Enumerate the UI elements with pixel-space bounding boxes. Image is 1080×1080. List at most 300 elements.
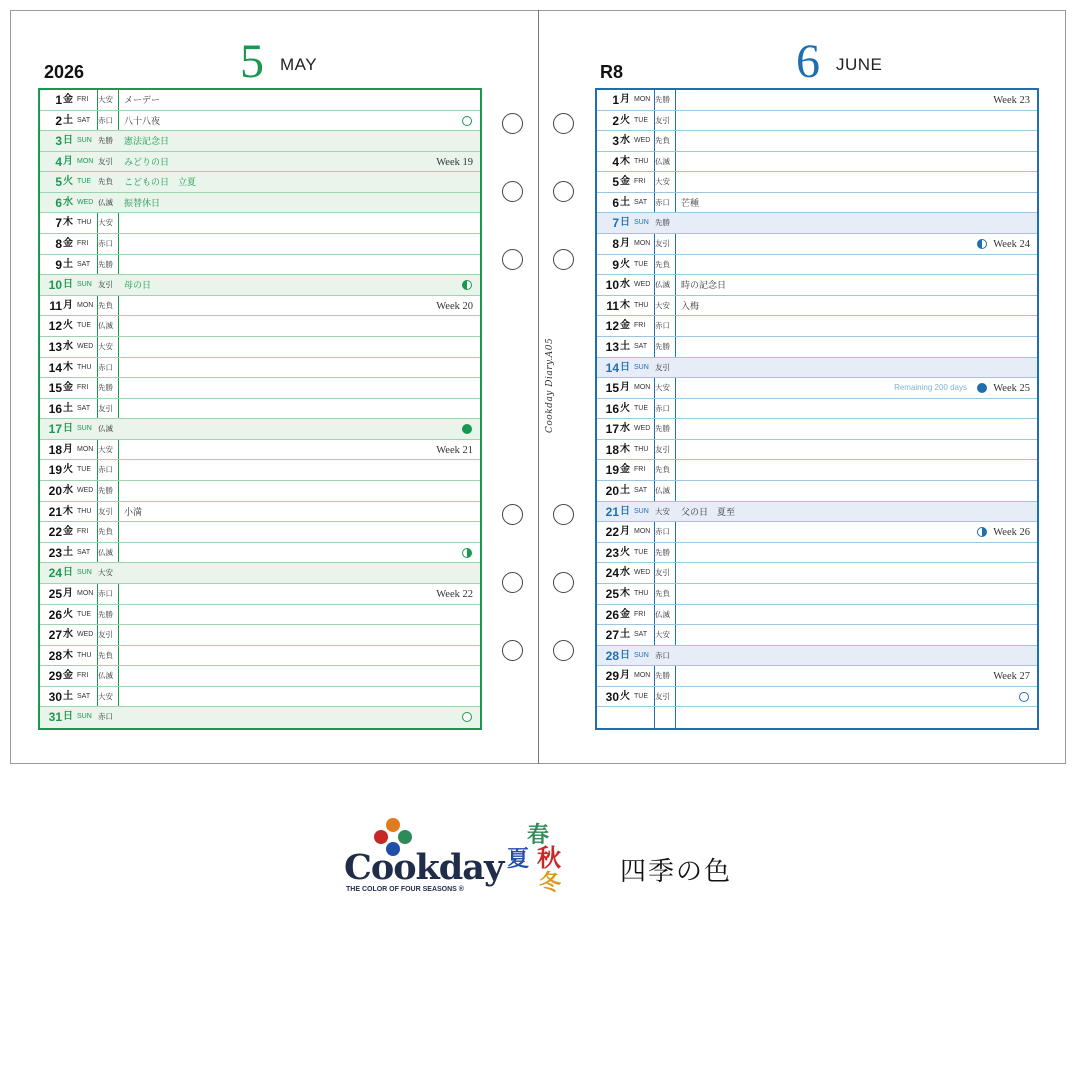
weekday-kanji: 木	[63, 217, 73, 229]
weekday-kanji: 火	[620, 258, 630, 270]
binder-hole	[553, 640, 574, 661]
week-number: Week 21	[436, 444, 473, 456]
day-number: 15	[48, 381, 62, 396]
day-number: 17	[48, 422, 62, 437]
rokuyo-label: 大安	[98, 95, 113, 104]
weekday-english: THU	[634, 445, 649, 453]
day-number: 16	[48, 401, 62, 416]
day-row[interactable]	[597, 584, 1037, 605]
day-row[interactable]	[40, 275, 480, 296]
day-number: 22	[605, 525, 619, 540]
weekday-english: SAT	[77, 404, 91, 412]
day-number: 21	[605, 504, 619, 519]
last-quarter-moon-icon	[462, 280, 472, 290]
weekday-kanji: 水	[620, 567, 630, 579]
month-name-may: MAY	[280, 55, 318, 74]
weekday-english: MON	[77, 157, 94, 165]
day-row[interactable]	[597, 234, 1037, 255]
rokuyo-label: 先負	[98, 300, 113, 310]
rokuyo-label: 友引	[655, 239, 670, 249]
day-row[interactable]	[597, 378, 1037, 399]
week-number: Week 19	[436, 156, 473, 168]
weekday-english: THU	[634, 589, 649, 597]
weekday-english: WED	[77, 198, 94, 206]
day-row[interactable]	[40, 193, 480, 214]
rokuyo-label: 先勝	[655, 95, 670, 104]
new-moon-icon	[977, 383, 987, 393]
rokuyo-label: 赤口	[98, 115, 113, 125]
day-row[interactable]	[597, 687, 1037, 708]
kanji-autumn: 秋	[537, 843, 561, 872]
rokuyo-label: 赤口	[98, 465, 113, 475]
year-label: 2026	[44, 62, 85, 82]
day-number: 5	[55, 175, 62, 190]
rokuyo-label: 仏滅	[655, 156, 670, 166]
weekday-english: MON	[634, 672, 651, 680]
day-row[interactable]	[597, 193, 1037, 214]
day-number: 18	[48, 442, 62, 457]
day-number: 14	[48, 360, 62, 375]
week-number: Week 20	[436, 300, 473, 312]
day-row[interactable]	[40, 563, 480, 584]
holiday-note: 時の記念日	[681, 280, 727, 291]
reiwa-year-label: R8	[600, 62, 624, 82]
weekday-english: TUE	[634, 116, 648, 124]
day-row[interactable]	[40, 481, 480, 502]
rokuyo-label: 先負	[655, 465, 670, 475]
day-number: 26	[48, 607, 62, 622]
weekday-kanji: 土	[620, 340, 630, 352]
weekday-english: TUE	[634, 548, 648, 556]
weekday-kanji: 水	[620, 279, 630, 291]
weekday-kanji: 木	[620, 443, 630, 455]
day-row[interactable]	[40, 584, 480, 605]
day-row[interactable]	[597, 481, 1037, 502]
weekday-kanji: 金	[620, 608, 630, 620]
weekday-english: SAT	[77, 692, 91, 700]
weekday-kanji: 火	[63, 320, 73, 332]
rokuyo-label: 仏滅	[655, 609, 670, 619]
day-number: 20	[605, 484, 619, 499]
rokuyo-label: 仏滅	[655, 486, 670, 496]
day-row[interactable]	[40, 399, 480, 420]
weekday-kanji: 火	[63, 464, 73, 476]
weekday-kanji: 日	[63, 423, 73, 435]
rokuyo-label: 友引	[655, 362, 670, 372]
day-row[interactable]	[40, 440, 480, 461]
weekday-english: SUN	[634, 363, 649, 371]
day-number: 18	[605, 442, 619, 457]
day-row[interactable]	[597, 646, 1037, 667]
day-row[interactable]	[40, 358, 480, 379]
rokuyo-label: 先勝	[98, 136, 113, 146]
weekday-english: SUN	[77, 281, 92, 289]
day-number: 14	[605, 360, 619, 375]
binder-hole	[553, 572, 574, 593]
weekday-kanji: 金	[63, 382, 73, 394]
weekday-kanji: 火	[620, 402, 630, 414]
weekday-kanji: 木	[620, 155, 630, 167]
new-moon-icon	[462, 424, 472, 434]
rokuyo-label: 大安	[98, 341, 113, 351]
rokuyo-label: 先負	[655, 136, 670, 146]
binder-hole	[553, 249, 574, 270]
rokuyo-label: 赤口	[655, 321, 670, 331]
holiday-note: 母の日	[124, 280, 152, 291]
weekday-kanji: 土	[63, 690, 73, 702]
day-row[interactable]	[40, 522, 480, 543]
weekday-kanji: 月	[63, 155, 73, 167]
day-number: 21	[48, 504, 62, 519]
day-number: 29	[605, 669, 619, 684]
rokuyo-label: 友引	[655, 568, 670, 578]
day-row[interactable]	[597, 707, 1037, 728]
kanji-winter: 冬	[539, 870, 562, 896]
day-number: 17	[605, 422, 619, 437]
rokuyo-label: 先勝	[655, 341, 670, 351]
weekday-english: SUN	[77, 137, 92, 145]
day-row[interactable]	[40, 460, 480, 481]
rokuyo-label: 先勝	[98, 486, 113, 496]
day-number: 20	[48, 484, 62, 499]
weekday-english: SUN	[634, 219, 649, 227]
june-calendar-grid	[595, 88, 1039, 730]
weekday-english: SAT	[634, 487, 648, 495]
day-number: 29	[48, 669, 62, 684]
day-row[interactable]	[597, 605, 1037, 626]
weekday-kanji: 日	[620, 361, 630, 373]
binder-hole	[502, 181, 523, 202]
weekday-english: WED	[634, 425, 651, 433]
weekday-kanji: 土	[63, 114, 73, 126]
day-row[interactable]	[40, 666, 480, 687]
day-number: 13	[48, 339, 62, 354]
weekday-english: THU	[77, 219, 92, 227]
day-number: 4	[612, 154, 619, 169]
week-number: Week 26	[993, 527, 1030, 539]
day-row[interactable]	[40, 543, 480, 564]
weekday-kanji: 木	[63, 505, 73, 517]
weekday-kanji: 金	[620, 464, 630, 476]
weekday-english: WED	[77, 487, 94, 495]
rokuyo-label: 仏滅	[98, 547, 113, 557]
day-row[interactable]	[40, 419, 480, 440]
day-number: 3	[612, 134, 619, 149]
weekday-english: FRI	[634, 178, 646, 186]
day-number: 10	[605, 278, 619, 293]
day-row[interactable]	[597, 111, 1037, 132]
day-number: 8	[55, 237, 62, 252]
full-moon-icon	[462, 712, 472, 722]
rokuyo-label: 大安	[98, 218, 113, 228]
holiday-note: 八十八夜	[124, 115, 161, 126]
day-number: 23	[48, 545, 62, 560]
day-row[interactable]	[597, 522, 1037, 543]
weekday-english: SAT	[634, 198, 648, 206]
weekday-kanji: 木	[63, 649, 73, 661]
day-row[interactable]	[40, 152, 480, 173]
day-row[interactable]	[40, 605, 480, 626]
day-row[interactable]	[40, 255, 480, 276]
weekday-english: TUE	[77, 178, 91, 186]
holiday-note: 憲法記念日	[124, 136, 170, 147]
binder-hole	[502, 640, 523, 661]
holiday-note: 振替休日	[124, 197, 161, 208]
day-number: 7	[55, 216, 62, 231]
rokuyo-label: 赤口	[655, 403, 670, 413]
weekday-english: MON	[77, 589, 94, 597]
weekday-english: TUE	[77, 466, 91, 474]
weekday-kanji: 金	[620, 176, 630, 188]
weekday-kanji: 月	[63, 587, 73, 599]
kanji-summer: 夏	[507, 846, 530, 872]
rokuyo-label: 先勝	[98, 609, 113, 619]
weekday-kanji: 土	[620, 629, 630, 641]
rokuyo-label: 赤口	[98, 588, 113, 598]
weekday-kanji: 月	[620, 382, 630, 394]
weekday-kanji: 月	[620, 670, 630, 682]
holiday-note: こどもの日 立夏	[124, 177, 197, 188]
weekday-kanji: 金	[63, 238, 73, 250]
weekday-english: WED	[77, 631, 94, 639]
binder-hole	[502, 504, 523, 525]
day-row[interactable]	[597, 419, 1037, 440]
day-number: 26	[605, 607, 619, 622]
day-number: 24	[48, 566, 62, 581]
rokuyo-label: 大安	[98, 444, 113, 454]
rokuyo-label: 仏滅	[98, 197, 113, 207]
logo-tagline: THE COLOR OF FOUR SEASONS ®	[346, 886, 464, 893]
full-moon-icon	[462, 116, 472, 126]
week-number: Week 24	[993, 239, 1030, 251]
weekday-english: MON	[77, 445, 94, 453]
rokuyo-label: 先勝	[655, 547, 670, 557]
rokuyo-label: 大安	[655, 177, 670, 187]
month-name-june: JUNE	[836, 55, 883, 74]
weekday-english: SAT	[77, 260, 91, 268]
weekday-kanji: 月	[620, 94, 630, 105]
day-row[interactable]	[597, 172, 1037, 193]
day-number: 19	[605, 463, 619, 478]
binder-hole	[553, 504, 574, 525]
day-row[interactable]	[40, 131, 480, 152]
logo-dot-orange	[386, 818, 400, 832]
day-number: 6	[612, 195, 619, 210]
rokuyo-label: 先負	[655, 259, 670, 269]
weekday-kanji: 土	[620, 485, 630, 497]
holiday-note: 入梅	[681, 300, 700, 311]
day-row[interactable]	[597, 399, 1037, 420]
weekday-kanji: 火	[63, 176, 73, 188]
rokuyo-label: 友引	[98, 403, 113, 413]
day-row[interactable]	[40, 296, 480, 317]
center-fold	[538, 10, 539, 764]
day-row[interactable]	[597, 255, 1037, 276]
day-row[interactable]	[597, 337, 1037, 358]
weekday-english: THU	[77, 507, 92, 515]
weekday-kanji: 金	[63, 526, 73, 538]
weekday-english: TUE	[77, 322, 91, 330]
day-row[interactable]	[597, 90, 1037, 111]
weekday-kanji: 日	[63, 711, 73, 723]
day-row[interactable]	[597, 213, 1037, 234]
weekday-kanji: 木	[620, 299, 630, 311]
day-row[interactable]	[40, 687, 480, 708]
rokuyo-label: 仏滅	[98, 424, 113, 434]
weekday-english: MON	[634, 384, 651, 392]
weekday-english: THU	[634, 301, 649, 309]
day-number: 5	[612, 175, 619, 190]
rokuyo-label: 友引	[98, 630, 113, 640]
cookday-logo	[344, 818, 504, 898]
weekday-kanji: 土	[63, 402, 73, 414]
weekday-kanji: 火	[620, 114, 630, 126]
day-row[interactable]	[40, 378, 480, 399]
binder-hole	[553, 181, 574, 202]
weekday-kanji: 月	[620, 526, 630, 538]
weekday-english: WED	[634, 569, 651, 577]
weekday-kanji: 土	[63, 546, 73, 558]
weekday-english: MON	[634, 96, 651, 103]
day-number: 16	[605, 401, 619, 416]
day-row[interactable]	[597, 296, 1037, 317]
weekday-english: FRI	[634, 610, 646, 618]
day-number: 6	[55, 195, 62, 210]
weekday-kanji: 日	[620, 649, 630, 661]
day-row[interactable]	[597, 563, 1037, 584]
rokuyo-label: 仏滅	[98, 671, 113, 681]
weekday-english: MON	[634, 240, 651, 248]
rokuyo-label: 先負	[98, 650, 113, 660]
day-row[interactable]	[40, 213, 480, 234]
remaining-days: Remaining 200 days	[894, 383, 967, 393]
day-row[interactable]	[597, 275, 1037, 296]
day-row[interactable]	[40, 90, 480, 111]
day-number: 12	[605, 319, 619, 334]
month-number-june: 6	[796, 35, 820, 88]
day-number: 2	[55, 113, 62, 128]
day-row[interactable]	[40, 502, 480, 523]
weekday-kanji: 土	[620, 196, 630, 208]
weekday-kanji: 水	[63, 196, 73, 208]
rokuyo-label: 先勝	[98, 259, 113, 269]
weekday-kanji: 水	[63, 485, 73, 497]
weekday-english: THU	[77, 651, 92, 659]
rokuyo-label: 赤口	[655, 527, 670, 537]
day-number: 28	[48, 648, 62, 663]
rokuyo-label: 先勝	[655, 424, 670, 434]
rokuyo-label: 大安	[98, 568, 113, 578]
week-number: Week 27	[993, 671, 1030, 683]
binder-hole	[553, 113, 574, 134]
weekday-kanji: 日	[63, 279, 73, 291]
day-row[interactable]	[597, 316, 1037, 337]
day-row[interactable]	[40, 646, 480, 667]
week-number: Week 25	[993, 383, 1030, 395]
holiday-note: 父の日 夏至	[681, 506, 736, 517]
day-number: 28	[605, 648, 619, 663]
day-number: 25	[605, 586, 619, 601]
rokuyo-label: 友引	[98, 156, 113, 166]
day-number: 30	[48, 689, 62, 704]
weekday-english: SUN	[77, 713, 92, 721]
day-row[interactable]	[597, 440, 1037, 461]
weekday-english: FRI	[77, 240, 89, 248]
day-number: 24	[605, 566, 619, 581]
rokuyo-label: 大安	[655, 630, 670, 640]
rokuyo-label: 先負	[655, 588, 670, 598]
day-row[interactable]	[597, 152, 1037, 173]
day-row[interactable]	[40, 707, 480, 728]
binder-hole	[502, 113, 523, 134]
day-row[interactable]	[40, 316, 480, 337]
weekday-english: MON	[77, 301, 94, 309]
day-row[interactable]	[597, 543, 1037, 564]
weekday-english: SUN	[77, 425, 92, 433]
day-number: 22	[48, 525, 62, 540]
rokuyo-label: 赤口	[655, 197, 670, 207]
day-number: 23	[605, 545, 619, 560]
day-row[interactable]	[40, 337, 480, 358]
rokuyo-label: 赤口	[98, 712, 113, 722]
rokuyo-label: 友引	[655, 115, 670, 125]
week-number: Week 22	[436, 588, 473, 600]
rokuyo-label: 先勝	[98, 383, 113, 393]
weekday-english: THU	[634, 157, 649, 165]
rokuyo-label: 赤口	[655, 650, 670, 660]
logo-dot-red	[374, 830, 388, 844]
holiday-note: みどりの日	[124, 156, 170, 167]
day-row[interactable]	[597, 502, 1037, 523]
weekday-english: TUE	[77, 610, 91, 618]
day-row[interactable]	[40, 234, 480, 255]
day-row[interactable]	[597, 666, 1037, 687]
day-row[interactable]	[597, 625, 1037, 646]
weekday-kanji: 日	[63, 135, 73, 147]
weekday-english: SAT	[634, 342, 648, 350]
day-row[interactable]	[40, 625, 480, 646]
rokuyo-label: 仏滅	[98, 321, 113, 331]
weekday-english: FRI	[77, 528, 89, 536]
weekday-kanji: 金	[63, 670, 73, 682]
day-row[interactable]	[597, 460, 1037, 481]
weekday-kanji: 金	[620, 320, 630, 332]
weekday-kanji: 水	[63, 340, 73, 352]
weekday-kanji: 日	[620, 217, 630, 229]
weekday-english: SAT	[634, 631, 648, 639]
weekday-kanji: 月	[63, 299, 73, 311]
weekday-english: FRI	[634, 466, 646, 474]
weekday-kanji: 金	[63, 94, 73, 105]
day-row[interactable]	[40, 111, 480, 132]
weekday-english: TUE	[634, 404, 648, 412]
day-row[interactable]	[597, 131, 1037, 152]
rokuyo-label: 先負	[98, 527, 113, 537]
day-row[interactable]	[597, 358, 1037, 379]
rokuyo-label: 大安	[655, 506, 670, 516]
day-number: 3	[55, 134, 62, 149]
day-number: 31	[48, 710, 62, 725]
day-number: 1	[55, 93, 62, 107]
may-calendar-grid	[38, 88, 482, 730]
rokuyo-label: 友引	[98, 280, 113, 290]
day-number: 25	[48, 586, 62, 601]
weekday-english: FRI	[77, 384, 89, 392]
logo-wordmark: Cookday	[344, 847, 504, 888]
day-number: 15	[605, 381, 619, 396]
day-row[interactable]	[40, 172, 480, 193]
rokuyo-label: 友引	[655, 691, 670, 701]
